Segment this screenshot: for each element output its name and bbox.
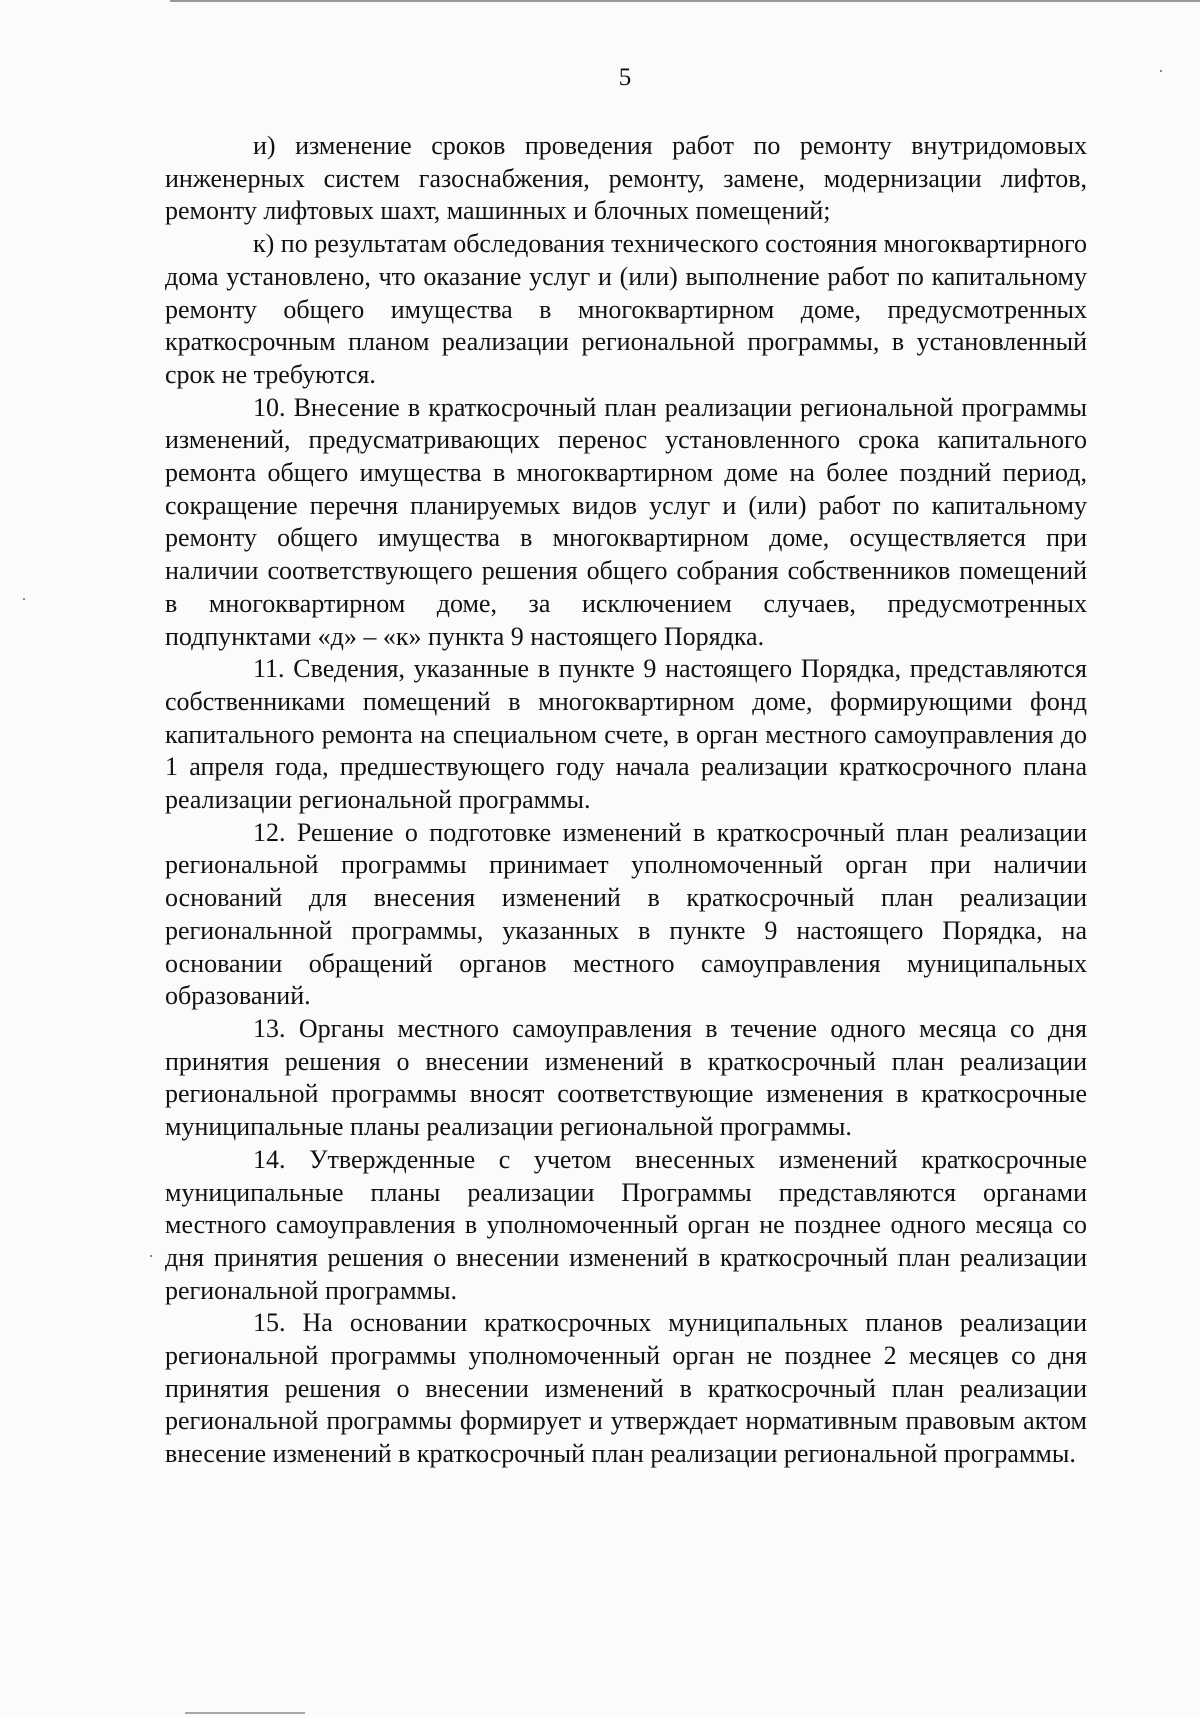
scan-speck (1160, 70, 1162, 72)
paragraph-12: 12. Решение о подготовке изменений в краткосрочный план реализации региональной программы принимает уполномоченный орган при наличии оснований для внесения изменений в краткосрочный план реализации региональнной программы, указанных в пункте 9 настоящего Порядка, на основании обращений органов местного самоуправления муниципальных образований. (165, 817, 1087, 1011)
paragraph-subitem-i: и) изменение сроков проведения работ по ремонту внутридомовых инженерных систем газоснабжения, ремонту, замене, модернизации лифтов, ремонту лифтовых шахт, машинных и блочных помещений; (165, 131, 1087, 226)
paragraph-10: 10. Внесение в краткосрочный план реализации региональной программы изменений, предусматривающих перенос установленного срока капитального ремонта общего имущества в многоквартирном доме на более поздний период, сокращение перечня планируемых видов услуг и (или) работ по капитальному ремонту общего имущества в многоквартирном доме, осуществляется при наличии соответствующего решения общего собрания собственников помещений в многоквартирном доме, за исключением случаев, предусмотренных подпунктами «д» – «к» пункта 9 настоящего Порядка. (165, 392, 1087, 651)
paragraph-subitem-k: к) по результатам обследования технического состояния многоквартирного дома установлено, что оказание услуг и (или) выполнение работ по капитальному ремонту общего имущества в многоквартирном доме, предусмотренных краткосрочным планом реализации региональной программы, в установленный срок не требуются. (165, 229, 1088, 389)
paragraph-15: 15. На основании краткосрочных муниципальных планов реализации региональной программы уполномоченный орган не позднее 2 месяцев со дня принятия решения о внесении изменений в краткосрочный план реализации региональной программы формирует и утверждает нормативным правовым актом внесение изменений в краткосрочный план реализации региональной программы. (165, 1308, 1087, 1469)
scan-speck (23, 598, 25, 600)
scan-speck (150, 1255, 152, 1257)
page-number: 5 (618, 64, 632, 91)
scan-bottom-edge (185, 1712, 305, 1714)
paragraph-14: 14. Утвержденные с учетом внесенных изменений краткосрочные муниципальные планы реализации Программы представляются органами местного самоуправления в уполномоченный орган не позднее одного месяца со дня принятия решения о внесении изменений в краткосрочный план реализации региональной программы. (165, 1144, 1087, 1305)
paragraph-11: 11. Сведения, указанные в пункте 9 настоящего Порядка, представляются собственниками помещений в многоквартирном доме, формирующими фонд капитального ремонта на специальном счете, в орган местного самоуправления до 1 апреля года, предшествующего году начала реализации краткосрочного плана реализации региональной программы. (165, 654, 1087, 815)
scan-top-edge (170, 0, 1200, 2)
document-body (165, 130, 1087, 1471)
paragraph-13: 13. Органы местного самоуправления в течение одного месяца со дня принятия решения о внесении изменений в краткосрочный план реализации региональной программы вносят соответствующие изменения в краткосрочные муниципальные планы реализации региональной программы. (165, 1013, 1087, 1142)
